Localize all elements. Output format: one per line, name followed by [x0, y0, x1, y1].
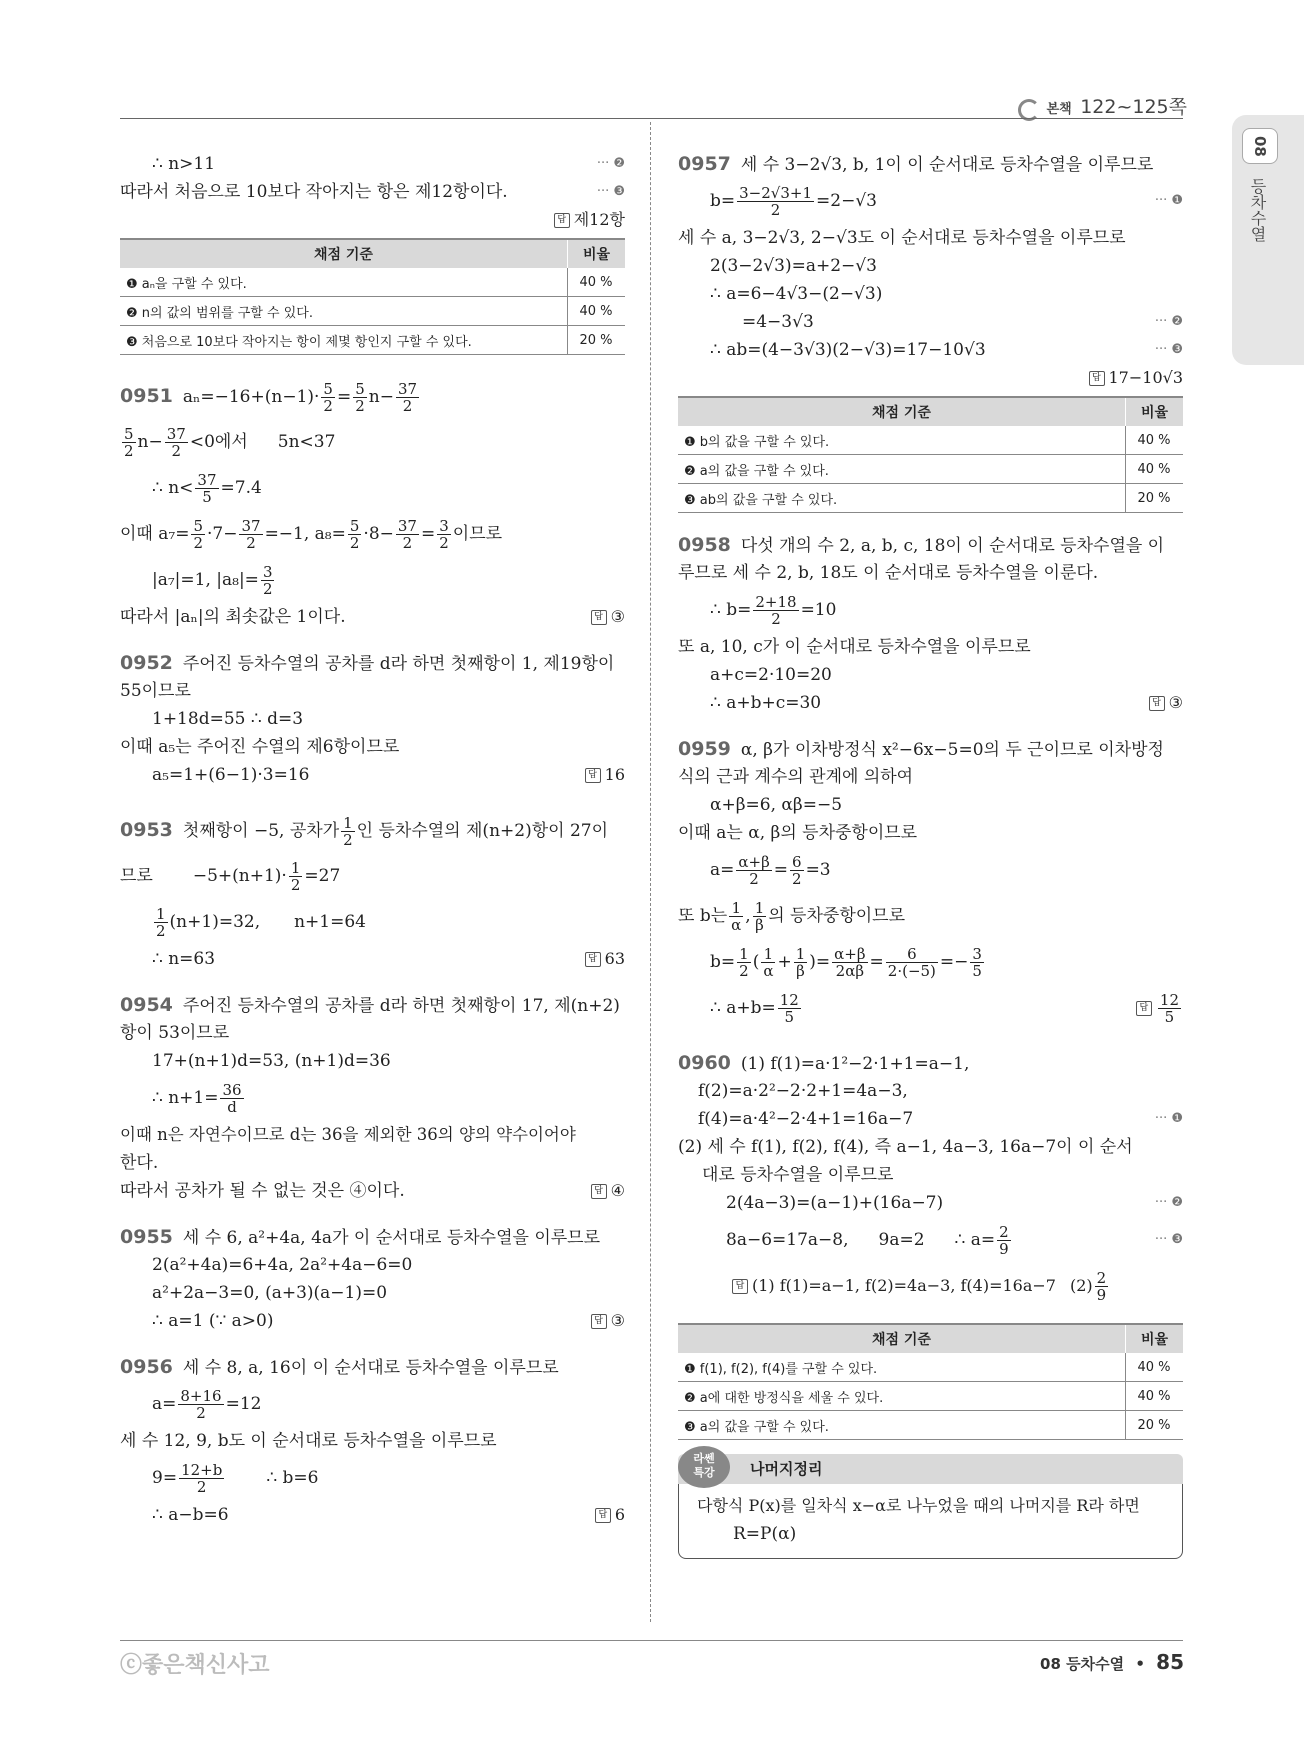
table-row: ❷ a의 값을 구할 수 있다. 40 % [678, 455, 1183, 484]
answer-icon: 답 [585, 952, 601, 967]
problem-0957: 0957 세 수 3−2√3, b, 1이 이 순서대로 등차수열을 이루므로 b= $\frac{3-2√3+1}{2}$ =2−√3 ··· ❶ 세 수 a, 3−2√3, 2−√3도 이 순서대로 등차수열을 이루므로 2(3−2√3)=a+2−√3 ∴ a=6−4√3−(2−√3) =4−3√3 ··· ❷ ∴ ab=(4−3√3)(2−√3)=17−10√3 ··· ❸ 답 17−10√3 [678, 153, 1183, 387]
tip-badge: 라쎈 특강 [678, 1446, 730, 1488]
problem-0959: 0959 α, β가 이차방정식 x²−6x−5=0의 두 근이므로 이차방정 식의 근과 계수의 관계에 의하여 α+β=6, αβ=−5 이때 a는 α, β의 등차중항이므로 a= $\frac{\alpha+\beta}{2}$ = $\frac{6}{2}$ =3 또 b는 $\frac{1}{\alpha}$ , $\frac{1}{\beta}$ 의 등차중항이므로 b= $\frac{1}{2}$ ( $\frac{1}{\alpha}$ + $\frac{1}{\beta}$ )= $\frac{\alpha+\beta}{2\alpha\beta}$ = $\frac{6}{2\cdot(-5)}$ =− $\frac{3}{5}$ ∴ a+b= $\frac{12}{5}$ 답 $\frac{12}{5}$ [678, 735, 1183, 1031]
prev-line-2: 따라서 처음으로 10보다 작아지는 항은 제12항이다. ··· ❸ [120, 182, 625, 202]
column-divider [650, 122, 651, 1622]
answer-icon: 답 [1136, 1001, 1152, 1016]
table-row: ❶ f(1), f(2), f(4)를 구할 수 있다. 40 % [678, 1353, 1183, 1382]
table-row: ❸ a의 값을 구할 수 있다. 20 % [678, 1411, 1183, 1440]
tip-header [678, 1454, 1183, 1484]
table-row: ❶ aₙ을 구할 수 있다. 40 % [120, 268, 625, 297]
answer-icon: 답 [585, 768, 601, 783]
header-ref-label: 본책 [1046, 102, 1072, 117]
answer-icon: 답 [732, 1279, 748, 1294]
right-column [678, 150, 1183, 1559]
footer-bullet: • [1135, 1655, 1145, 1673]
answer-fraction: $\frac{12}{5}$ [1159, 991, 1179, 1026]
problem-0960: 0960 (1) f(1)=a·1²−2·1+1=a−1, f(2)=a·2²−2·2+1=4a−3, f(4)=a·4²−2·4+1=16a−7 ··· ❶ (2) 세 수 f(1), f(2), f(4), 즉 a−1, 4a−3, 16a−7이 이 순서 대로 등차수열을 이루므로 2(4a−3)=(a−1)+(16a−7) ··· ❷ 8a−6=17a−8, 9a=2 ∴ a= $\frac{2}{9}$ ··· ❸ 답 (1) f(1)=a−1, f(2)=4a−3, f(4)=16a−7 (2) $\frac{2}{9}$ [678, 1052, 1183, 1304]
page-number: 85 [1156, 1650, 1184, 1674]
problem-0955: 0955 세 수 6, a²+4a, 4a가 이 순서대로 등차수열을 이루므로 2(a²+4a)=6+4a, 2a²+4a−6=0 a²+2a−3=0, (a+3)(a−1)=0 ∴ a=1 (∵ a>0) 답 ③ [120, 1226, 625, 1331]
answer-icon: 답 [1149, 696, 1165, 711]
problem-0951: 0951 aₙ=−16+(n−1)· $\frac{5}{2}$ = $\frac{5}{2}$ n− $\frac{37}{2}$ $\frac{5}{2}$ n− $\frac{37}{2}$ <0에서 5n<37 ∴ n< $\frac{37}{5}$ =7.4 이때 a₇= $\frac{5}{2}$ ·7− $\frac{37}{2}$ =−1, a₈= $\frac{5}{2}$ ·8− $\frac{37}{2}$ = $\frac{3}{2}$ 이므로 |a₇|=1, |a₈|= $\frac{3}{2}$ 따라서 |aₙ|의 최솟값은 1이다. 답 ③ [120, 380, 625, 627]
answer-icon: 답 [591, 1314, 607, 1329]
answer-0959 [1136, 985, 1183, 1031]
tip-box [678, 1454, 1183, 1559]
table-row: ❸ ab의 값을 구할 수 있다. 20 % [678, 484, 1183, 513]
left-column [120, 150, 625, 1529]
answer-icon: 답 [595, 1508, 611, 1523]
problem-0956: 0956 세 수 8, a, 16이 이 순서대로 등차수열을 이루므로 a= $\frac{8+16}{2}$ =12 세 수 12, 9, b도 이 순서대로 등차수열을 이루므로 9= $\frac{12+b}{2}$ ∴ b=6 ∴ a−b=6 답 6 [120, 1356, 625, 1525]
answer-icon: 답 [591, 1184, 607, 1199]
table-row: ❷ n의 값의 범위를 구할 수 있다. 40 % [120, 297, 625, 326]
publisher-logo: ⓒ좋은책신사고 [120, 1653, 270, 1678]
problem-0958: 0958 다섯 개의 수 2, a, b, c, 18이 이 순서대로 등차수열을 이 루므로 세 수 2, b, 18도 이 순서대로 등차수열을 이룬다. ∴ b= $\frac{2+18}{2}$ =10 또 a, 10, c가 이 순서대로 등차수열을 이루므로 a+c=2·10=20 ∴ a+b+c=30 답 ③ [678, 534, 1183, 713]
table-row: ❷ a에 대한 방정식을 세울 수 있다. 40 % [678, 1382, 1183, 1411]
footer-rule [120, 1640, 1183, 1641]
header-rule [120, 118, 1183, 119]
header-pages: 122~125쪽 [1080, 96, 1187, 118]
grading-table-1: 채점 기준 비율 ❶ aₙ을 구할 수 있다. 40 % ❷ n의 값의 범위를 구할 수 있다. 40 % ❸ 처음으로 10보다 작아지는 항이 제몇 항인지 구할 수 있다. 20 % [120, 238, 625, 355]
table-row: ❶ b의 값을 구할 수 있다. 40 % [678, 426, 1183, 455]
tip-title: 나머지정리 [750, 1460, 823, 1478]
footer-page-info [1040, 1650, 1184, 1674]
footer-chapter: 08 등차수열 [1040, 1655, 1125, 1673]
answer-icon: 답 [554, 213, 570, 228]
prev-answer: 답 제12항 [120, 206, 625, 234]
answer-icon: 답 [591, 610, 607, 625]
problem-0952: 0952 주어진 등차수열의 공차를 d라 하면 첫째항이 1, 제19항이 55이므로 1+18d=55 ∴ d=3 이때 a₅는 주어진 수열의 제6항이므로 a₅=1+(6−1)·3=16 답 16 [120, 652, 625, 785]
header-ref [1018, 92, 1187, 121]
tip-body: 다항식 P(x)를 일차식 x−α로 나누었을 때의 나머지를 R라 하면 R=P(α) [678, 1484, 1183, 1559]
prev-line-1: ∴ n>11 ··· ❷ [152, 154, 625, 174]
chapter-tab-number: 08 [1242, 128, 1278, 164]
table-row: ❸ 처음으로 10보다 작아지는 항이 제몇 항인지 구할 수 있다. 20 % [120, 326, 625, 355]
problem-0954: 0954 주어진 등차수열의 공차를 d라 하면 첫째항이 17, 제(n+2) 항이 53이므로 17+(n+1)d=53, (n+1)d=36 ∴ n+1= $\frac{36}{d}$ 이때 n은 자연수이므로 d는 36을 제외한 36의 양의 약수이어야 한다. 따라서 공차가 될 수 없는 것은 ④이다. 답 ④ [120, 994, 625, 1201]
grading-table-3: 채점 기준 비율 ❶ f(1), f(2), f(4)를 구할 수 있다. 40 % ❷ a에 대한 방정식을 세울 수 있다. 40 % ❸ a의 값을 구할 수 있다. 20 % [678, 1323, 1183, 1440]
problem-0953: 0953 첫째항이 −5, 공차가 $\frac{1}{2}$ 인 등차수열의 제(n+2)항이 27이 므로 −5+(n+1)· $\frac{1}{2}$ =27 $\frac{1}{2}$ (n+1)=32, n+1=64 ∴ n=63 답 63 [120, 814, 625, 969]
chapter-tab-title: 등차수열 [1248, 178, 1267, 242]
grading-table-2: 채점 기준 비율 ❶ b의 값을 구할 수 있다. 40 % ❷ a의 값을 구할 수 있다. 40 % ❸ ab의 값을 구할 수 있다. 20 % [678, 396, 1183, 513]
answer-icon: 답 [1089, 371, 1105, 386]
